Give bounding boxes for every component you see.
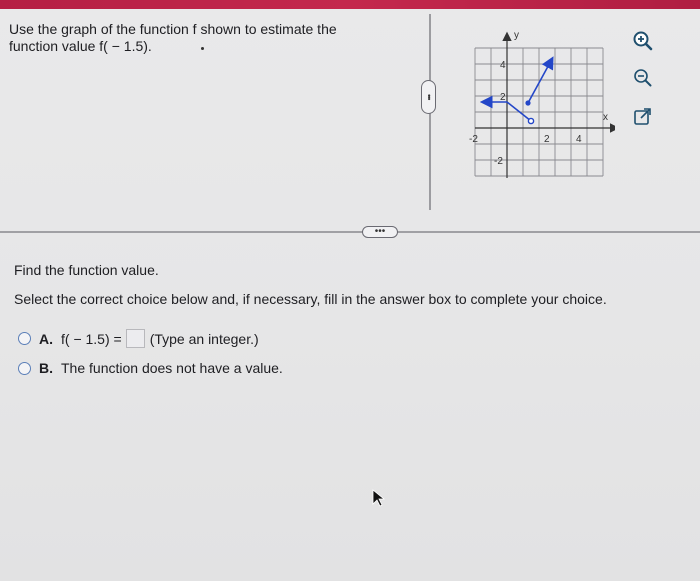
y-axis-label: y xyxy=(514,30,519,41)
radio-a[interactable] xyxy=(18,332,31,345)
find-instruction: Find the function value. xyxy=(14,262,159,278)
horizontal-divider xyxy=(0,231,700,233)
zoom-in-icon[interactable] xyxy=(632,30,654,52)
zoom-out-icon[interactable] xyxy=(632,67,654,89)
choice-a[interactable] xyxy=(18,329,259,348)
horizontal-resize-handle[interactable]: ••• xyxy=(362,226,398,238)
choice-b[interactable] xyxy=(18,360,283,376)
choice-a-letter: A. xyxy=(39,330,53,347)
tick-label: 4 xyxy=(576,134,582,145)
select-instruction: Select the correct choice below and, if necessary, fill in the answer box to complete your choice. xyxy=(14,291,607,307)
choice-a-prefix: f( − 1.5) = xyxy=(61,330,122,347)
tick-label: 2 xyxy=(500,92,506,103)
tick-label: -2 xyxy=(494,156,503,167)
mouse-cursor-icon xyxy=(372,489,386,507)
tick-label: -2 xyxy=(469,134,478,145)
choice-a-hint: (Type an integer.) xyxy=(149,330,259,347)
external-link-icon[interactable] xyxy=(632,106,654,128)
choice-b-letter: B. xyxy=(39,360,53,376)
open-endpoint xyxy=(528,118,533,123)
tick-label: 4 xyxy=(500,60,506,71)
stray-dot xyxy=(201,47,204,50)
tick-label: 2 xyxy=(544,134,550,145)
top-accent-bar xyxy=(0,0,700,9)
closed-endpoint xyxy=(525,100,530,105)
choice-b-text: The function does not have a value. xyxy=(61,360,283,376)
function-graph xyxy=(455,20,615,190)
vertical-resize-handle[interactable]: ••• xyxy=(421,80,436,114)
radio-b[interactable] xyxy=(18,362,31,375)
answer-input[interactable] xyxy=(126,329,145,348)
x-axis-label: x xyxy=(603,112,608,123)
question-text: Use the graph of the function f shown to estimate the function value f( − 1.5). xyxy=(9,21,337,54)
